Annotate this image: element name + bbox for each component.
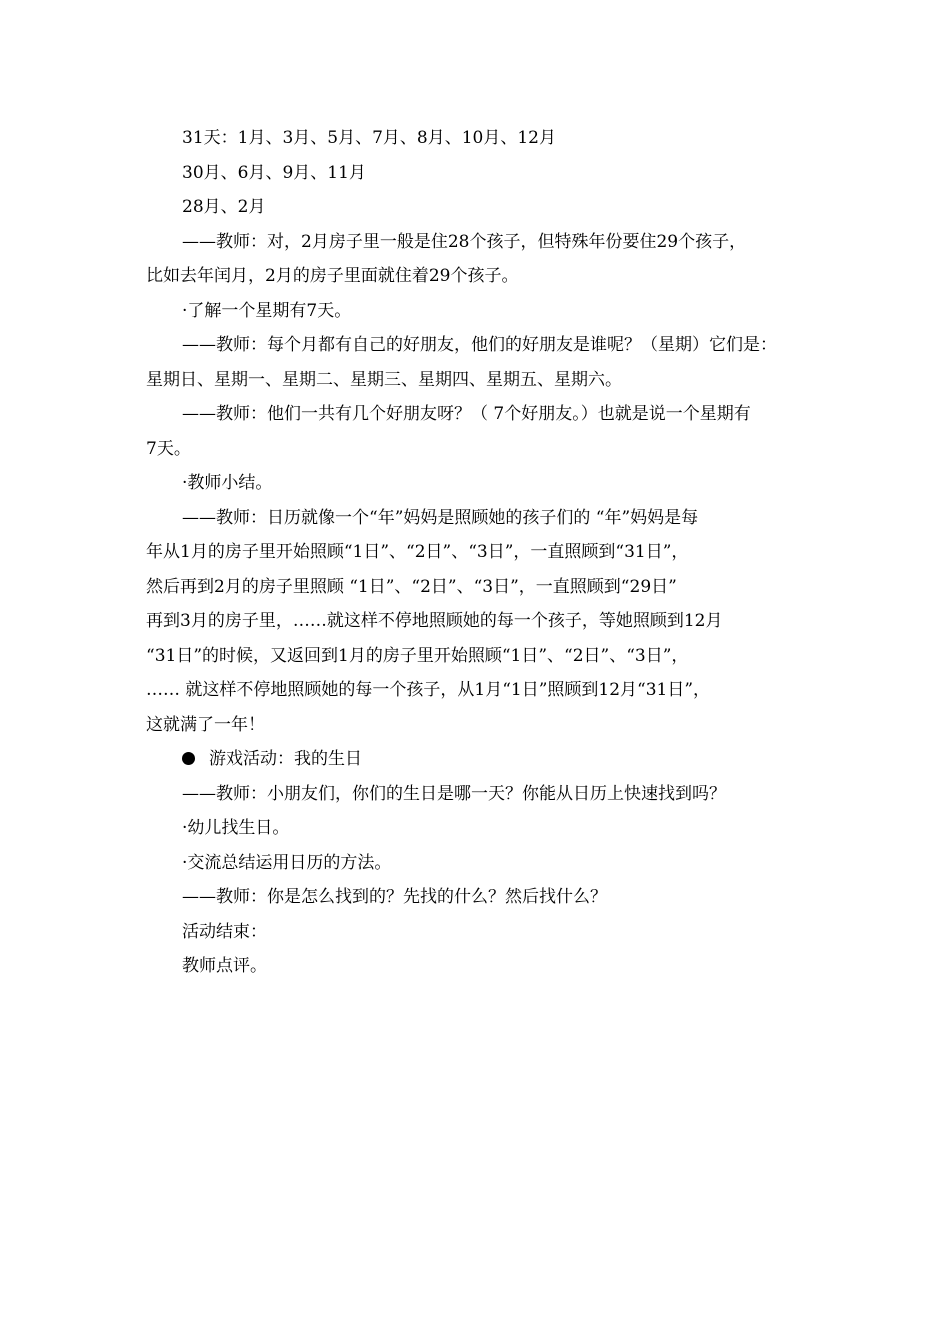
text-line: 再到3月的房子里，……就这样不停地照顾她的每一个孩子，等她照顾到12月: [146, 611, 723, 631]
text-line: “31日”的时候，又返回到1月的房子里开始照顾“1日”、“2日”、“3日”，: [146, 645, 689, 666]
text-line: ——教师：对，2月房子里一般是住28个孩子，但特殊年份要住29个孩子，: [182, 231, 747, 252]
text-line: 星期日、星期一、星期二、星期三、星期四、星期五、星期六。: [146, 369, 622, 390]
text-line: 30月、6月、9月、11月: [182, 162, 366, 183]
section-heading: [146, 742, 818, 777]
text-line: 教师点评。: [182, 956, 267, 976]
text-line: 比如去年闰月，2月的房子里面就住着29个孩子。: [146, 266, 519, 286]
text-line: ——教师：每个月都有自己的好朋友，他们的好朋友是谁呢？（星期）它们是：: [182, 335, 777, 355]
text-line: ·交流总结运用日历的方法。: [182, 852, 392, 873]
text-line: ·幼儿找生日。: [182, 818, 290, 838]
text-line: ——教师：小朋友们，你们的生日是哪一天？你能从日历上快速找到吗？: [182, 783, 726, 804]
text-line: ·教师小结。: [182, 473, 273, 493]
document-body: [146, 121, 818, 984]
text-line: 28月、2月: [182, 197, 266, 217]
text-line: 31天：1月、3月、5月、7月、8月、10月、12月: [182, 128, 556, 148]
bullet-icon: [182, 752, 195, 765]
text-line: ——教师：你是怎么找到的？先找的什么？然后找什么？: [182, 887, 607, 907]
text-line: 这就满了一年！: [146, 714, 265, 735]
text-line: ——教师：日历就像一个“年”妈妈是照顾她的孩子们的 “年”妈妈是每: [182, 507, 699, 528]
text-line: 年从1月的房子里开始照顾“1日”、“2日”、“3日”，一直照顾到“31日”，: [146, 542, 689, 562]
text-line: ·了解一个星期有7天。: [182, 300, 352, 321]
text-line: 活动结束：: [182, 921, 267, 942]
text-line: 然后再到2月的房子里照顾 “1日”、“2日”、“3日”，一直照顾到“29日”: [146, 576, 677, 597]
text-line: 7天。: [146, 438, 191, 459]
text-line: ——教师：他们一共有几个好朋友呀？（ 7个好朋友。）也就是说一个星期有: [182, 404, 751, 424]
section-heading-text: 游戏活动：我的生日: [209, 749, 362, 769]
text-line: …… 就这样不停地照顾她的每一个孩子，从1月“1日”照顾到12月“31日”，: [146, 680, 711, 700]
